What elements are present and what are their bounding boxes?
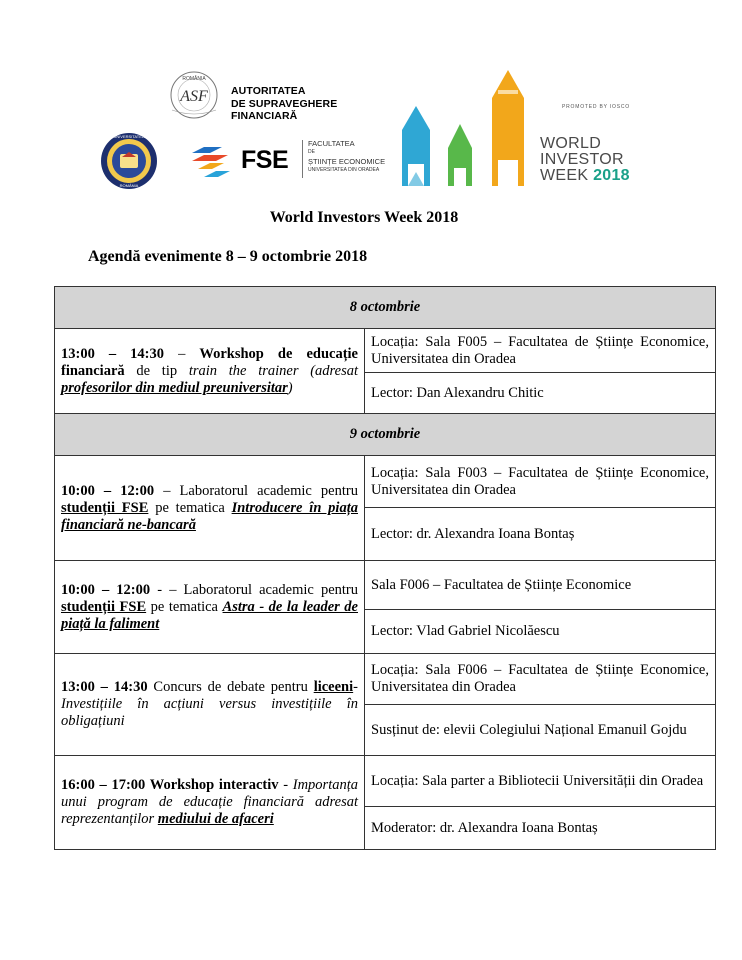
- event-lector: Lector: Vlad Gabriel Nicolăescu: [365, 610, 716, 654]
- event-moderator: Moderator: dr. Alexandra Ioana Bontaș: [365, 807, 716, 850]
- day-header-row: [55, 287, 716, 329]
- day-header-row: [55, 414, 716, 456]
- fse-faculty-name: FACULTATEA DE ȘTIINȚE ECONOMICE UNIVERSITATEA DIN ORADEA: [308, 139, 386, 173]
- event-lector: Lector: Dan Alexandru Chitic: [365, 373, 716, 414]
- wiw-pencils-icon: [402, 68, 532, 188]
- event-lector: Lector: dr. Alexandra Ioana Bontaș: [365, 508, 716, 561]
- table-row: [55, 654, 716, 705]
- event-location: Locația: Sala parter a Bibliotecii Universității din Oradea: [365, 756, 716, 807]
- table-row: [55, 756, 716, 807]
- fse-mark-icon: [190, 145, 238, 179]
- event-location: Sala F006 – Facultatea de Științe Economice: [365, 561, 716, 610]
- fse-abbr: FSE: [241, 146, 289, 174]
- event-description: 10:00 – 12:00 – Laboratorul academic pentru studenții FSE pe tematica Introducere în piața financiară ne-bancară: [55, 456, 365, 561]
- svg-text:ASF: ASF: [180, 88, 208, 105]
- asf-seal-icon: [158, 70, 230, 120]
- event-location: Locația: Sala F006 – Facultatea de Științe Economice, Universitatea din Oradea: [365, 654, 716, 705]
- university-seal-icon: [99, 130, 159, 192]
- svg-text:UNIVERSITATEA: UNIVERSITATEA: [113, 134, 145, 139]
- event-support: Susținut de: elevii Colegiului Național Emanuil Gojdu: [365, 705, 716, 756]
- asf-title: AUTORITATEA DE SUPRAVEGHERE FINANCIARĂ: [231, 85, 338, 122]
- day-header-8: 8 octombrie: [55, 287, 716, 329]
- event-description: 10:00 – 12:00 - – Laboratorul academic pentru studenții FSE pe tematica Astra - de la leader de piață la faliment: [55, 561, 365, 654]
- table-row: [55, 456, 716, 508]
- svg-text:ROMÂNIA: ROMÂNIA: [119, 183, 139, 188]
- day-header-9: 9 octombrie: [55, 414, 716, 456]
- agenda-heading: Agendă evenimente 8 – 9 octombrie 2018: [88, 248, 368, 265]
- wiw-wordmark: WORLD INVESTOR WEEK 2018: [540, 135, 630, 184]
- document-title: World Investors Week 2018: [269, 209, 459, 226]
- event-description: 16:00 – 17:00 Workshop interactiv - Importanța unui program de educație financiară adresat reprezentanților mediului de afaceri: [55, 756, 365, 850]
- wiw-promoted: PROMOTED BY IOSCO: [562, 104, 630, 110]
- agenda-table: [54, 286, 716, 850]
- event-location: Locația: Sala F003 – Facultatea de Științe Economice, Universitatea din Oradea: [365, 456, 716, 508]
- event-description: 13:00 – 14:30 Concurs de debate pentru liceeni-Investițiile în acțiuni versus investițiile în obligațiuni: [55, 654, 365, 756]
- event-description: 13:00 – 14:30 – Workshop de educație financiară de tip train the trainer (adresat profesorilor din mediul preuniversitar): [55, 329, 365, 414]
- fse-divider: [302, 140, 303, 178]
- svg-text:ROMÂNIA: ROMÂNIA: [182, 76, 206, 82]
- table-row: [55, 329, 716, 373]
- asf-logo: [158, 70, 338, 126]
- event-location: Locația: Sala F005 – Facultatea de Științe Economice, Universitatea din Oradea: [365, 329, 716, 373]
- table-row: [55, 561, 716, 610]
